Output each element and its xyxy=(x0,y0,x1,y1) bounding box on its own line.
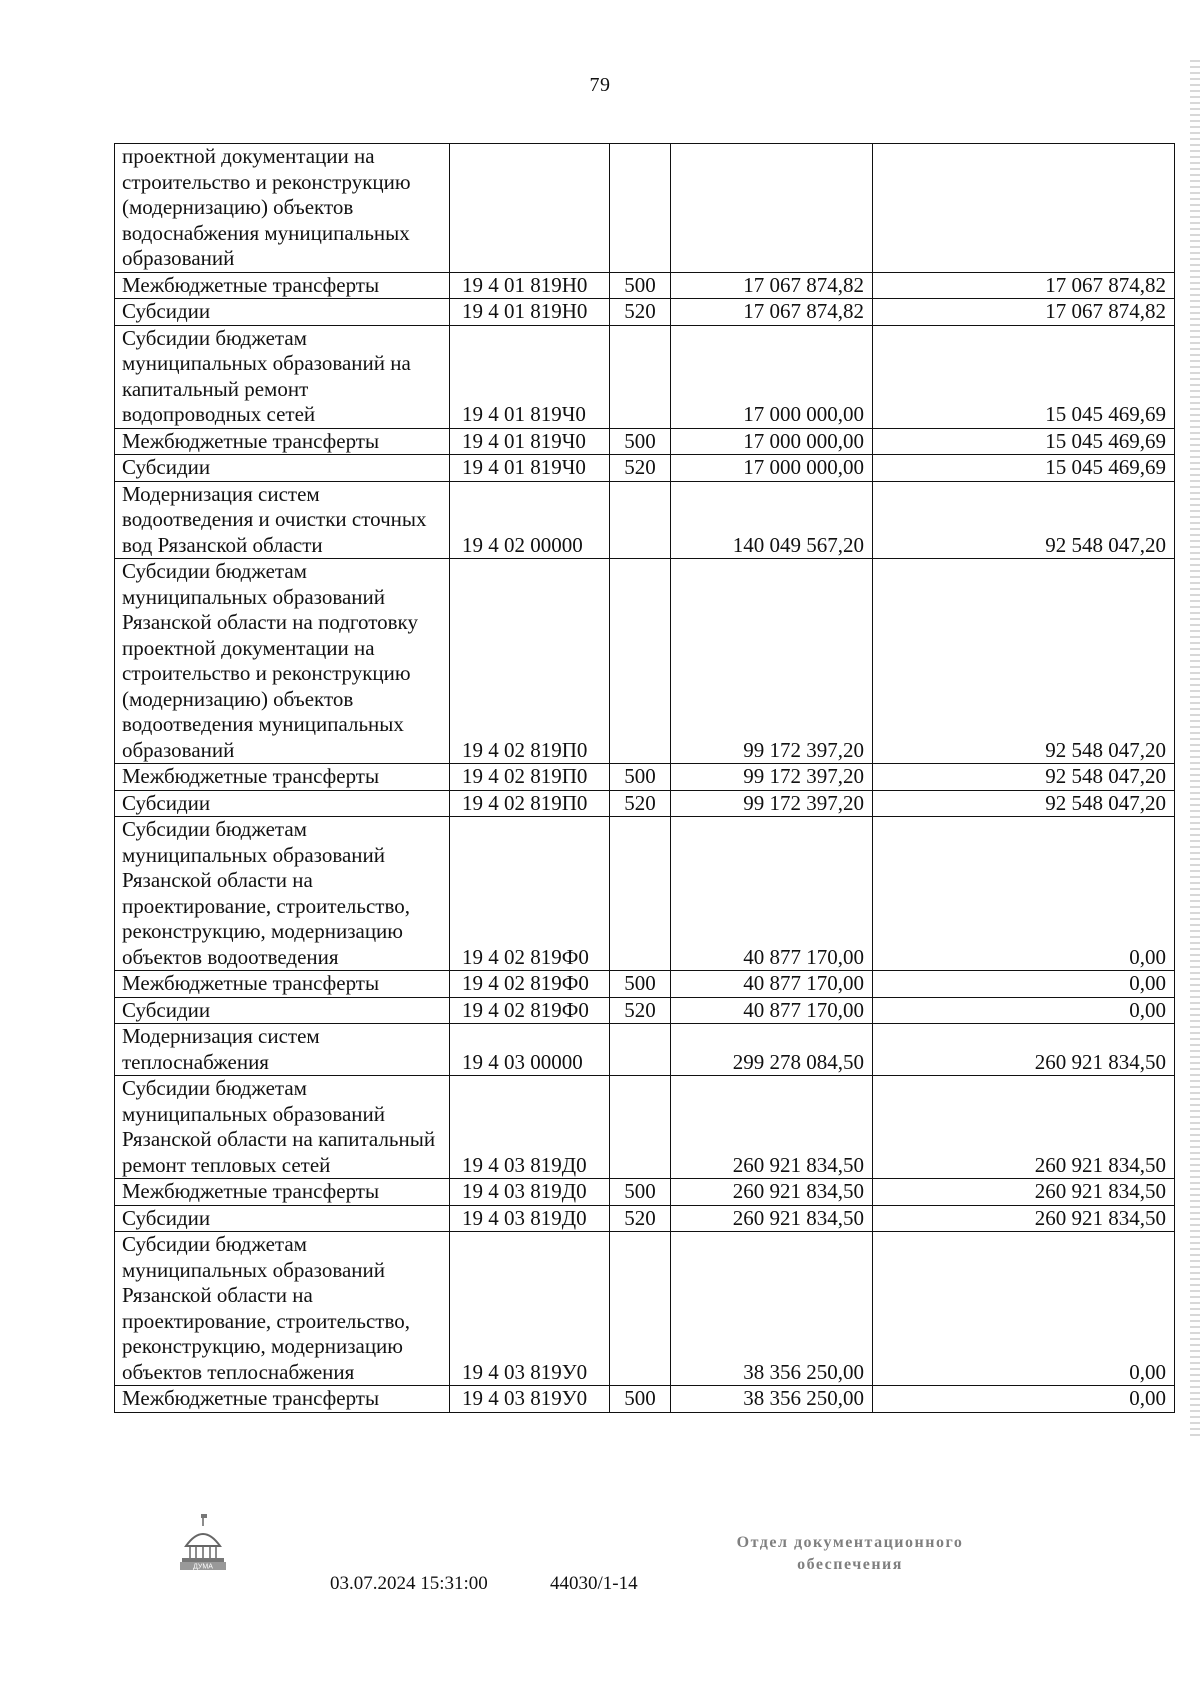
row-sum2-cell: 0,00 xyxy=(873,1386,1175,1413)
row-code-cell: 19 4 02 819П0 xyxy=(450,559,610,764)
table-row xyxy=(115,790,1175,817)
row-sum1-cell: 38 356 250,00 xyxy=(671,1232,873,1386)
row-code-cell: 19 4 03 819У0 xyxy=(450,1386,610,1413)
row-sum2-cell: 17 067 874,82 xyxy=(873,272,1175,299)
table-row xyxy=(115,272,1175,299)
row-sum1-cell: 40 877 170,00 xyxy=(671,817,873,971)
row-code-cell: 19 4 03 819У0 xyxy=(450,1232,610,1386)
table-row xyxy=(115,428,1175,455)
table-row xyxy=(115,1179,1175,1206)
row-vr-cell xyxy=(610,325,671,428)
row-sum2-cell: 0,00 xyxy=(873,971,1175,998)
row-code-cell: 19 4 01 819Ч0 xyxy=(450,325,610,428)
row-name-cell: Субсидии бюджетам муниципальных образований Рязанской области на проектирование, строительство, реконструкцию, модернизацию объектов водоотведения xyxy=(115,817,450,971)
row-vr-cell: 500 xyxy=(610,428,671,455)
stamp-line-2: обеспечения xyxy=(797,1556,903,1573)
row-name-cell: проектной документации на строительство и реконструкцию (модернизацию) объектов водоснабжения муниципальных образований xyxy=(115,144,450,273)
row-code-cell: 19 4 02 819П0 xyxy=(450,764,610,791)
row-sum1-cell: 17 067 874,82 xyxy=(671,272,873,299)
row-sum2-cell: 260 921 834,50 xyxy=(873,1179,1175,1206)
row-code-cell: 19 4 03 00000 xyxy=(450,1024,610,1076)
row-sum1-cell: 99 172 397,20 xyxy=(671,764,873,791)
footer-doc-number: 44030/1-14 xyxy=(550,1573,638,1594)
row-sum1-cell: 38 356 250,00 xyxy=(671,1386,873,1413)
row-vr-cell: 520 xyxy=(610,455,671,482)
row-code-cell: 19 4 03 819Д0 xyxy=(450,1179,610,1206)
row-sum2-cell: 0,00 xyxy=(873,1232,1175,1386)
row-vr-cell: 500 xyxy=(610,764,671,791)
row-vr-cell xyxy=(610,1024,671,1076)
row-sum1-cell: 99 172 397,20 xyxy=(671,790,873,817)
row-vr-cell: 520 xyxy=(610,790,671,817)
row-sum1-cell: 140 049 567,20 xyxy=(671,481,873,559)
row-sum2-cell: 0,00 xyxy=(873,817,1175,971)
row-sum1-cell: 299 278 084,50 xyxy=(671,1024,873,1076)
row-name-cell: Субсидии xyxy=(115,299,450,326)
logo-text: ДУМА xyxy=(193,1563,213,1571)
row-sum1-cell: 260 921 834,50 xyxy=(671,1179,873,1206)
row-sum2-cell: 15 045 469,69 xyxy=(873,428,1175,455)
row-vr-cell: 520 xyxy=(610,1205,671,1232)
scan-edge-marks xyxy=(1190,60,1200,1440)
row-name-cell: Модернизация систем теплоснабжения xyxy=(115,1024,450,1076)
row-name-cell: Межбюджетные трансферты xyxy=(115,764,450,791)
row-sum2-cell: 92 548 047,20 xyxy=(873,764,1175,791)
row-sum1-cell: 260 921 834,50 xyxy=(671,1205,873,1232)
row-name-cell: Модернизация систем водоотведения и очистки сточных вод Рязанской области xyxy=(115,481,450,559)
row-sum1-cell xyxy=(671,144,873,273)
row-code-cell: 19 4 02 819Ф0 xyxy=(450,997,610,1024)
row-sum1-cell: 17 000 000,00 xyxy=(671,455,873,482)
row-vr-cell: 520 xyxy=(610,299,671,326)
row-sum2-cell: 15 045 469,69 xyxy=(873,455,1175,482)
row-vr-cell: 500 xyxy=(610,272,671,299)
row-code-cell: 19 4 02 819П0 xyxy=(450,790,610,817)
row-vr-cell: 500 xyxy=(610,971,671,998)
row-name-cell: Субсидии xyxy=(115,455,450,482)
row-vr-cell xyxy=(610,817,671,971)
row-sum2-cell: 92 548 047,20 xyxy=(873,481,1175,559)
row-name-cell: Межбюджетные трансферты xyxy=(115,272,450,299)
row-sum2-cell: 260 921 834,50 xyxy=(873,1076,1175,1179)
row-code-cell xyxy=(450,144,610,273)
row-name-cell: Межбюджетные трансферты xyxy=(115,1386,450,1413)
row-sum2-cell: 92 548 047,20 xyxy=(873,559,1175,764)
table-row xyxy=(115,455,1175,482)
table-row xyxy=(115,1024,1175,1076)
row-vr-cell: 500 xyxy=(610,1179,671,1206)
duma-logo xyxy=(178,1512,228,1572)
table-row xyxy=(115,764,1175,791)
footer-date: 03.07.2024 15:31:00 xyxy=(330,1573,488,1594)
row-code-cell: 19 4 01 819Н0 xyxy=(450,299,610,326)
row-name-cell: Субсидии бюджетам муниципальных образований на капитальный ремонт водопроводных сетей xyxy=(115,325,450,428)
row-sum1-cell: 40 877 170,00 xyxy=(671,997,873,1024)
row-sum1-cell: 17 067 874,82 xyxy=(671,299,873,326)
row-code-cell: 19 4 02 819Ф0 xyxy=(450,971,610,998)
row-sum2-cell: 260 921 834,50 xyxy=(873,1205,1175,1232)
table-row xyxy=(115,481,1175,559)
table-row xyxy=(115,1386,1175,1413)
row-name-cell: Субсидии xyxy=(115,790,450,817)
table-row xyxy=(115,299,1175,326)
table-row xyxy=(115,325,1175,428)
row-sum2-cell: 15 045 469,69 xyxy=(873,325,1175,428)
stamp-line-1: Отдел документационного xyxy=(736,1534,964,1551)
row-code-cell: 19 4 01 819Н0 xyxy=(450,272,610,299)
table-row xyxy=(115,559,1175,764)
row-name-cell: Субсидии бюджетам муниципальных образований Рязанской области на проектирование, строительство, реконструкцию, модернизацию объектов теплоснабжения xyxy=(115,1232,450,1386)
row-name-cell: Субсидии xyxy=(115,1205,450,1232)
row-vr-cell xyxy=(610,559,671,764)
row-code-cell: 19 4 01 819Ч0 xyxy=(450,428,610,455)
row-sum1-cell: 17 000 000,00 xyxy=(671,325,873,428)
table-row xyxy=(115,144,1175,273)
stamp xyxy=(720,1532,980,1576)
row-sum2-cell: 260 921 834,50 xyxy=(873,1024,1175,1076)
row-sum1-cell: 40 877 170,00 xyxy=(671,971,873,998)
table-row xyxy=(115,971,1175,998)
row-sum1-cell: 99 172 397,20 xyxy=(671,559,873,764)
row-name-cell: Межбюджетные трансферты xyxy=(115,971,450,998)
table-row xyxy=(115,997,1175,1024)
row-vr-cell xyxy=(610,481,671,559)
row-code-cell: 19 4 01 819Ч0 xyxy=(450,455,610,482)
row-sum1-cell: 260 921 834,50 xyxy=(671,1076,873,1179)
row-name-cell: Субсидии бюджетам муниципальных образований Рязанской области на подготовку проектной документации на строительство и реконструкцию (модернизацию) объектов водоотведения муниципальных образований xyxy=(115,559,450,764)
row-code-cell: 19 4 03 819Д0 xyxy=(450,1076,610,1179)
row-sum2-cell: 0,00 xyxy=(873,997,1175,1024)
row-name-cell: Межбюджетные трансферты xyxy=(115,428,450,455)
row-sum2-cell: 92 548 047,20 xyxy=(873,790,1175,817)
row-vr-cell xyxy=(610,1076,671,1179)
row-sum2-cell xyxy=(873,144,1175,273)
row-code-cell: 19 4 03 819Д0 xyxy=(450,1205,610,1232)
row-name-cell: Субсидии xyxy=(115,997,450,1024)
row-vr-cell xyxy=(610,144,671,273)
row-sum2-cell: 17 067 874,82 xyxy=(873,299,1175,326)
budget-table xyxy=(114,143,1175,1413)
row-name-cell: Субсидии бюджетам муниципальных образований Рязанской области на капитальный ремонт тепловых сетей xyxy=(115,1076,450,1179)
row-code-cell: 19 4 02 00000 xyxy=(450,481,610,559)
row-code-cell: 19 4 02 819Ф0 xyxy=(450,817,610,971)
page-number: 79 xyxy=(589,74,611,96)
row-vr-cell: 520 xyxy=(610,997,671,1024)
table-row xyxy=(115,1205,1175,1232)
table-row xyxy=(115,817,1175,971)
row-vr-cell xyxy=(610,1232,671,1386)
row-sum1-cell: 17 000 000,00 xyxy=(671,428,873,455)
row-vr-cell: 500 xyxy=(610,1386,671,1413)
table-row xyxy=(115,1232,1175,1386)
table-row xyxy=(115,1076,1175,1179)
row-name-cell: Межбюджетные трансферты xyxy=(115,1179,450,1206)
